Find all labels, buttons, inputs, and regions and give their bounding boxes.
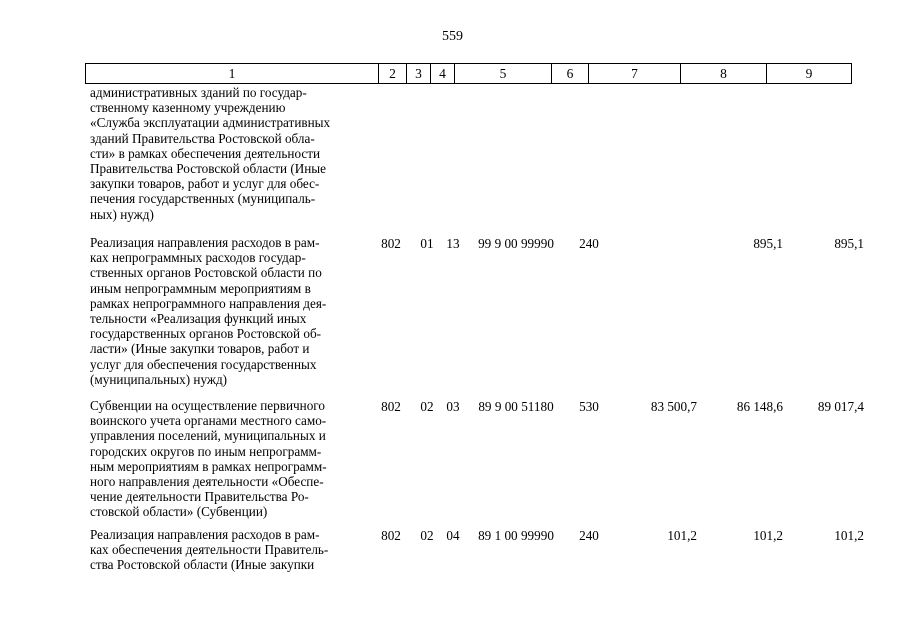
table-row: [85, 527, 870, 587]
table-row: [85, 235, 870, 398]
description-line: Реализация направления расходов в рам-: [90, 527, 320, 542]
description-line: Реализация направления расходов в рам-: [90, 235, 320, 250]
cell-amount-col9: 89 017,4: [817, 399, 864, 414]
cell-target-article: 99 9 00 99990: [478, 236, 554, 251]
description-line: ного направления деятельности «Обеспе-: [90, 474, 324, 490]
header-col-2: 2: [379, 64, 407, 84]
description-line: управления поселений, муниципальных и: [90, 428, 326, 444]
cell-amount-col9: 895,1: [834, 236, 864, 251]
page-number: 559: [442, 29, 463, 44]
cell-amount-col7: 101,2: [667, 528, 697, 543]
description-line: ных) нужд): [90, 206, 154, 222]
description-line: печения государственных (муниципаль-: [90, 191, 316, 207]
table-row: [85, 398, 870, 527]
description-line: закупки товаров, работ и услуг для обес-: [90, 176, 320, 192]
cell-section: 01: [420, 236, 434, 251]
description-line: воинского учета органами местного само-: [90, 413, 327, 429]
row-description: [85, 235, 378, 387]
description-line: иным непрограммным мероприятиям в: [90, 280, 311, 296]
cell-amount-col8: 101,2: [753, 528, 783, 543]
description-line: услуг для обеспечения государственных: [90, 356, 317, 372]
table-row: [85, 85, 870, 235]
description-line: сти» в рамках обеспечения деятельности: [90, 145, 321, 161]
description-line: ках обеспечения деятельности Правитель-: [90, 542, 329, 558]
cell-subsection: 13: [446, 236, 460, 251]
header-col-3: 3: [407, 64, 431, 84]
cell-target-article: 89 9 00 51180: [478, 399, 554, 414]
row-description: [85, 527, 378, 573]
description-line: ласти» (Иные закупки товаров, работ и: [90, 341, 310, 357]
description-line: ственных органов Ростовской области по: [90, 265, 322, 281]
cell-subsection: 03: [446, 399, 460, 414]
cell-section: 02: [420, 399, 434, 414]
header-col-7: 7: [589, 64, 681, 84]
header-col-5: 5: [455, 64, 552, 84]
cell-target-article: 89 1 00 99990: [478, 528, 554, 543]
description-line: (муниципальных) нужд): [90, 371, 228, 387]
table-body: [85, 85, 870, 587]
header-col-4: 4: [431, 64, 455, 84]
row-description: [85, 398, 378, 520]
table-header: [85, 63, 852, 84]
description-line: чение деятельности Правительства Ро-: [90, 489, 309, 505]
cell-expense-type: 240: [579, 236, 599, 251]
description-line: государственных органов Ростовской об-: [90, 326, 322, 342]
description-line: административных зданий по государ-: [90, 85, 307, 100]
description-line: Субвенции на осуществление первичного: [90, 398, 325, 413]
description-line: зданий Правительства Ростовской обла-: [90, 130, 315, 146]
cell-amount-col9: 101,2: [834, 528, 864, 543]
description-line: Правительства Ростовской области (Иные: [90, 161, 327, 177]
description-line: «Служба эксплуатации административных: [90, 115, 331, 131]
cell-expense-type: 530: [579, 399, 599, 414]
cell-subsection: 04: [446, 528, 460, 543]
cell-ministry-code: 802: [381, 236, 401, 251]
description-line: ства Ростовской области (Иные закупки: [90, 557, 315, 573]
cell-amount-col8: 86 148,6: [736, 399, 783, 414]
header-col-1: 1: [86, 64, 379, 84]
description-line: ным мероприятиям в рамках непрограмм-: [90, 458, 327, 474]
description-line: городских округов по иным непрограмм-: [90, 443, 322, 459]
header-col-6: 6: [552, 64, 589, 84]
cell-section: 02: [420, 528, 434, 543]
cell-amount-col7: 83 500,7: [650, 399, 697, 414]
row-description: [85, 85, 378, 222]
header-col-9: 9: [767, 64, 852, 84]
description-line: рамках непрограммного направления дея-: [90, 295, 327, 311]
cell-expense-type: 240: [579, 528, 599, 543]
cell-ministry-code: 802: [381, 528, 401, 543]
cell-amount-col8: 895,1: [753, 236, 783, 251]
header-col-8: 8: [681, 64, 767, 84]
description-line: стовской области» (Субвенции): [90, 504, 268, 520]
description-line: ственному казенному учреждению: [90, 100, 286, 116]
description-line: тельности «Реализация функций иных: [90, 311, 307, 327]
description-line: ках непрограммных расходов государ-: [90, 250, 306, 266]
cell-ministry-code: 802: [381, 399, 401, 414]
